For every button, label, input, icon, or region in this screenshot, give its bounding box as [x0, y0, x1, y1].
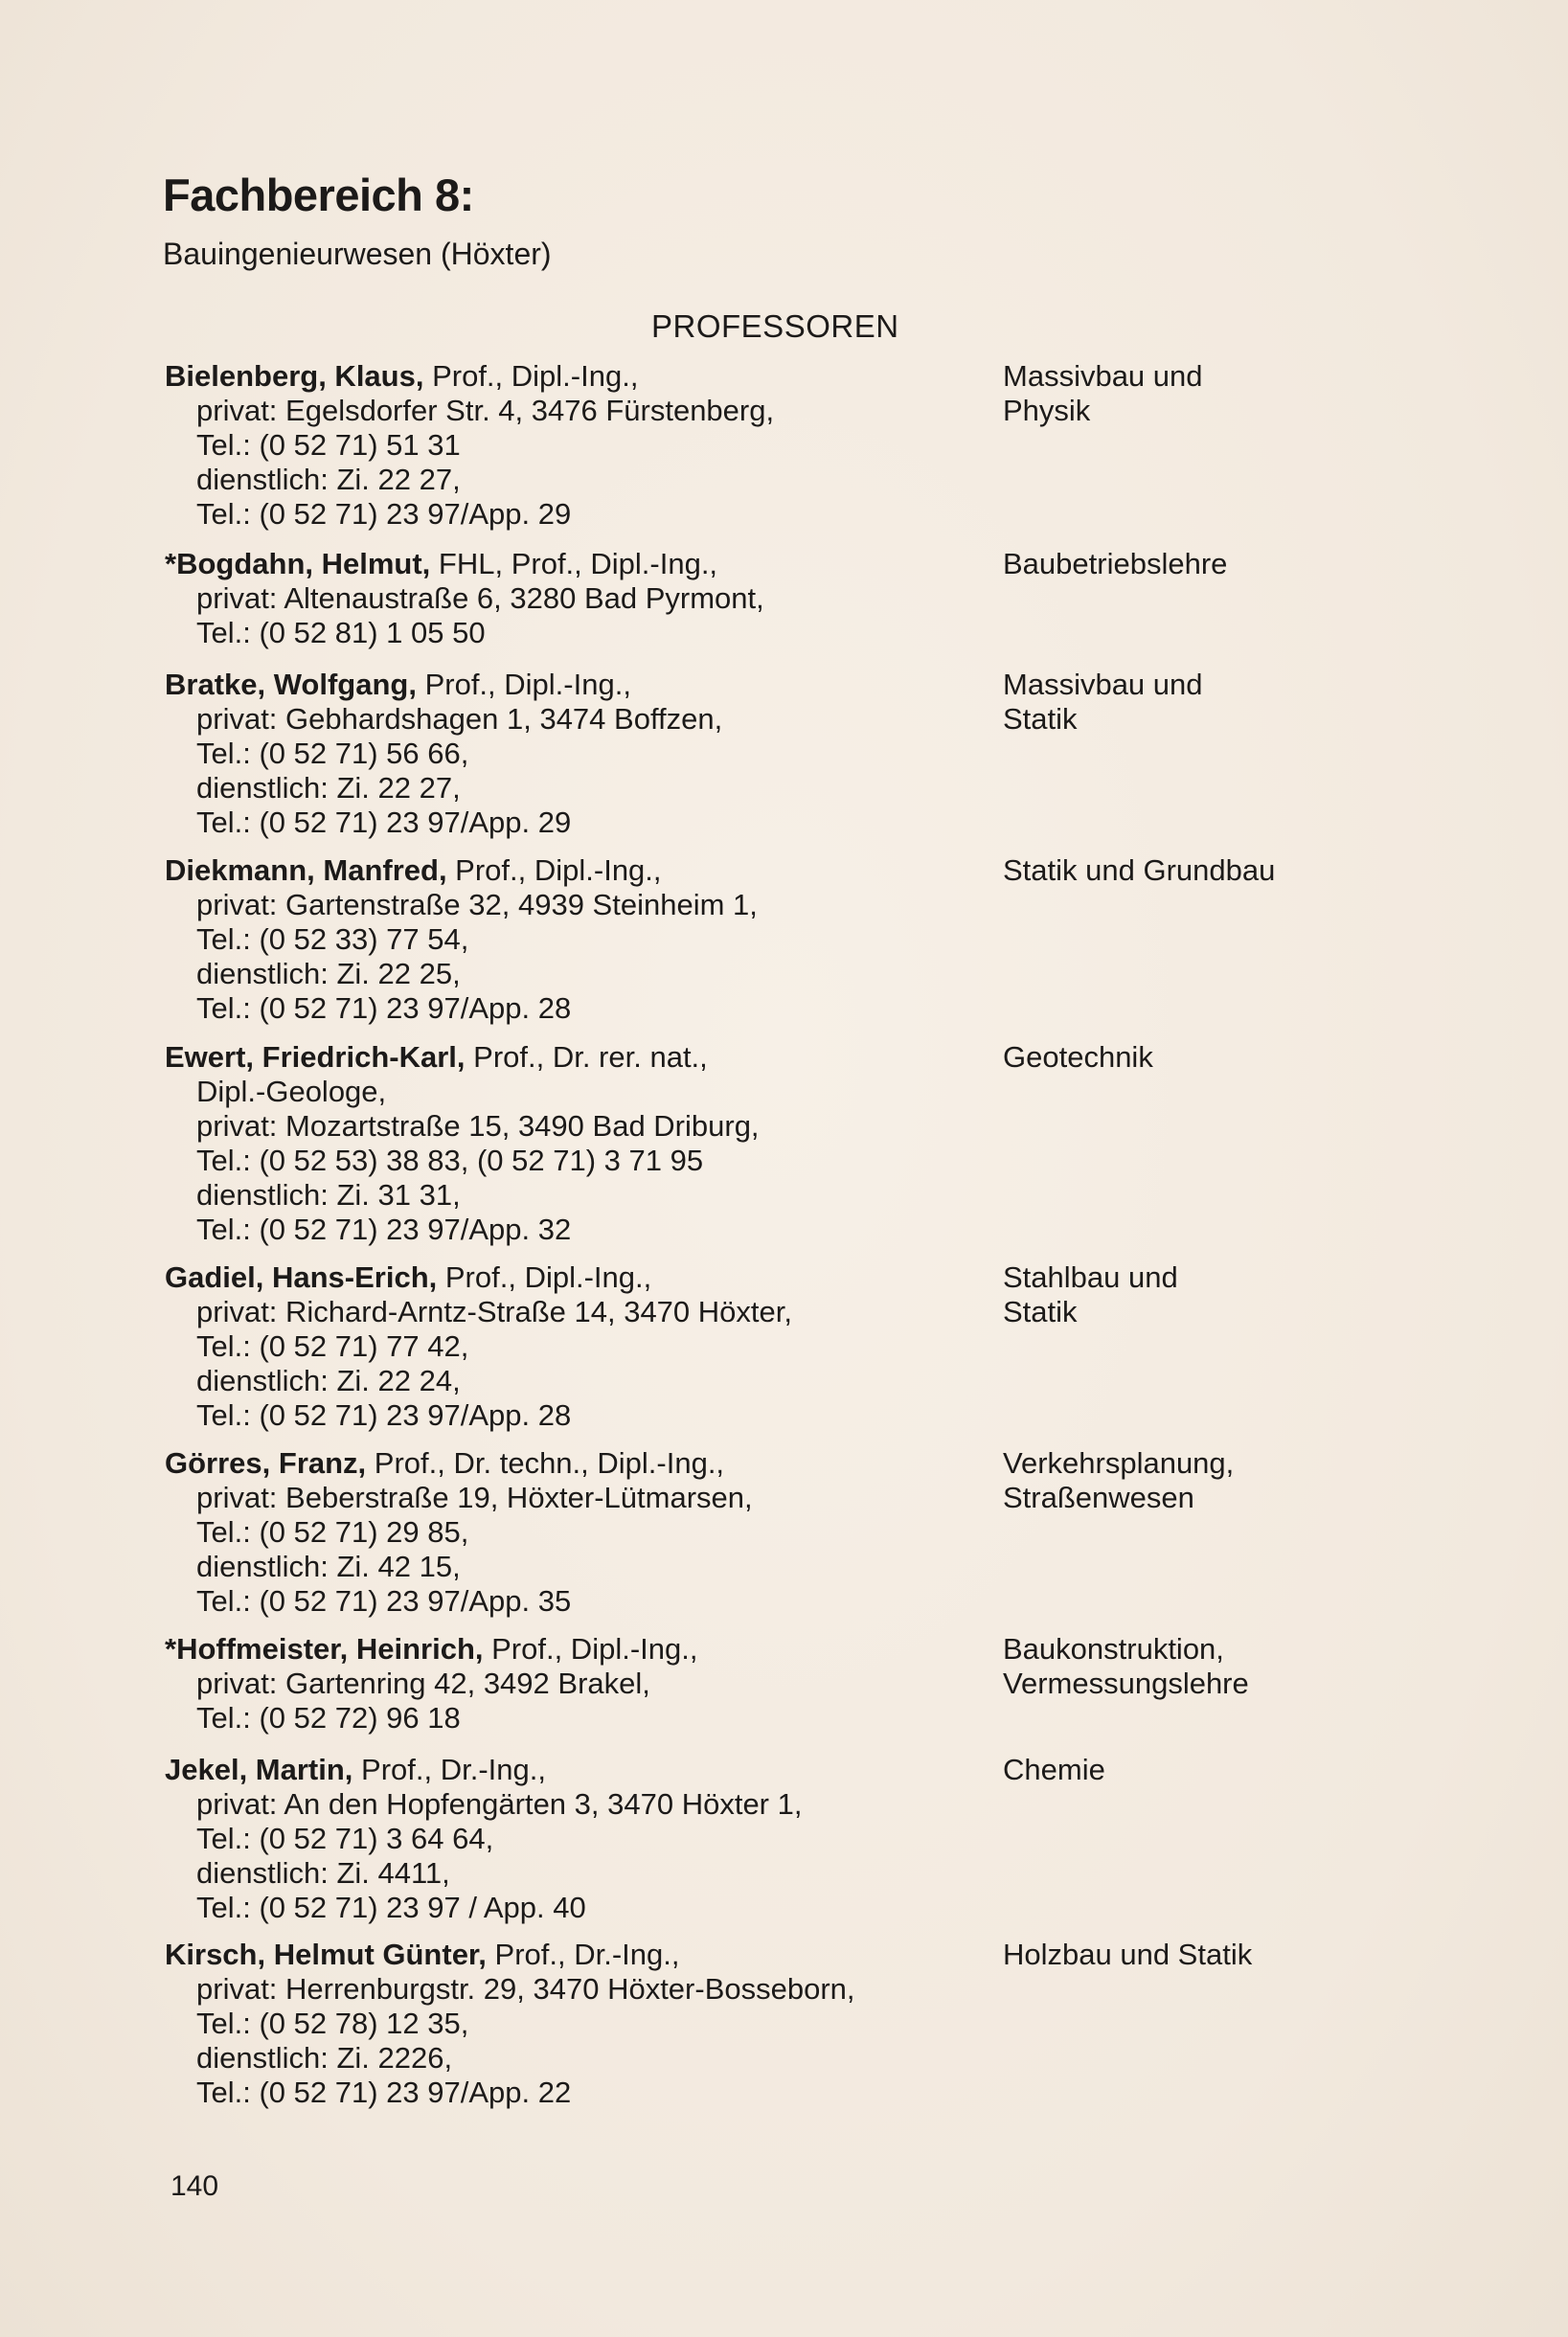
professor-details	[165, 1938, 989, 2110]
professor-details	[165, 1260, 989, 1433]
contact-line: Tel.: (0 52 71) 23 97/App. 28	[196, 1398, 572, 1432]
professor-heading-line	[165, 1040, 989, 1075]
contact-line: Tel.: (0 52 71) 23 97 / App. 40	[196, 1891, 586, 1924]
subject-area	[1003, 668, 1424, 737]
subject-line: Statik und Grundbau	[1003, 853, 1276, 887]
professor-title: Prof., Dr.-Ing.,	[352, 1753, 546, 1786]
contact-line: Tel.: (0 52 81) 1 05 50	[196, 616, 486, 649]
subject-line: Statik	[1003, 1295, 1078, 1328]
professor-heading-line	[165, 1753, 989, 1787]
professor-details	[165, 1753, 989, 1925]
professor-title: Prof., Dipl.-Ing.,	[416, 668, 631, 701]
contact-line: Tel.: (0 52 78) 12 35,	[196, 2007, 469, 2040]
contact-line: privat: Gebhardshagen 1, 3474 Boffzen,	[196, 702, 723, 736]
contact-line: privat: An den Hopfengärten 3, 3470 Höxter 1,	[196, 1787, 803, 1821]
section-title: PROFESSOREN	[651, 308, 899, 344]
contact-line: Tel.: (0 52 71) 23 97/App. 29	[196, 805, 572, 839]
subject-area	[1003, 1446, 1424, 1515]
contact-line: dienstlich: Zi. 22 25,	[196, 957, 461, 990]
professor-title: Prof., Dipl.-Ing.,	[483, 1632, 698, 1666]
professor-heading-line	[165, 547, 989, 581]
subject-line: Massivbau und	[1003, 359, 1203, 393]
contact-line: privat: Altenaustraße 6, 3280 Bad Pyrmont,	[196, 581, 764, 615]
subject-line: Baukonstruktion,	[1003, 1632, 1224, 1666]
subject-line: Straßenwesen	[1003, 1481, 1194, 1514]
professor-heading-line	[165, 1938, 989, 1972]
contact-line: Tel.: (0 52 71) 29 85,	[196, 1515, 469, 1549]
contact-line: Tel.: (0 52 72) 96 18	[196, 1701, 461, 1735]
contact-line: Dipl.-Geologe,	[196, 1075, 387, 1108]
contact-line: privat: Herrenburgstr. 29, 3470 Höxter-Bosseborn,	[196, 1972, 855, 2006]
professor-details	[165, 1040, 989, 1247]
contact-line: Tel.: (0 52 53) 38 83, (0 52 71) 3 71 95	[196, 1144, 704, 1177]
subject-line: Vermessungslehre	[1003, 1667, 1249, 1700]
page-number: 140	[170, 2170, 219, 2202]
subject-area	[1003, 1938, 1424, 1972]
professor-heading-line	[165, 1632, 989, 1667]
professor-title: Prof., Dipl.-Ing.,	[437, 1260, 652, 1294]
professor-name: Bratke, Wolfgang,	[165, 668, 417, 701]
faculty-subheading: Bauingenieurwesen (Höxter)	[163, 237, 552, 271]
contact-line: dienstlich: Zi. 42 15,	[196, 1550, 461, 1583]
contact-line: privat: Beberstraße 19, Höxter-Lütmarsen,	[196, 1481, 753, 1514]
professor-name: Diekmann, Manfred,	[165, 853, 447, 887]
contact-line: privat: Richard-Arntz-Straße 14, 3470 Höxter,	[196, 1295, 792, 1328]
professor-name: Gadiel, Hans-Erich,	[165, 1260, 438, 1294]
professor-details	[165, 853, 989, 1026]
subject-area	[1003, 1632, 1424, 1701]
professor-title: FHL, Prof., Dipl.-Ing.,	[430, 547, 718, 580]
professor-details	[165, 668, 989, 840]
contact-line: Tel.: (0 52 71) 23 97/App. 28	[196, 991, 572, 1025]
contact-line: Tel.: (0 52 71) 23 97/App. 32	[196, 1213, 572, 1246]
subject-line: Statik	[1003, 702, 1078, 736]
subject-line: Massivbau und	[1003, 668, 1203, 701]
professor-heading-line	[165, 853, 989, 888]
subject-line: Holzbau und Statik	[1003, 1938, 1253, 1971]
subject-area	[1003, 547, 1424, 581]
subject-line: Chemie	[1003, 1753, 1105, 1786]
contact-line: privat: Gartenstraße 32, 4939 Steinheim 1,	[196, 888, 758, 921]
contact-line: privat: Egelsdorfer Str. 4, 3476 Fürstenberg,	[196, 394, 775, 427]
professor-title: Prof., Dipl.-Ing.,	[423, 359, 639, 393]
contact-line: Tel.: (0 52 71) 23 97/App. 29	[196, 497, 572, 531]
subject-line: Geotechnik	[1003, 1040, 1153, 1074]
marker-asterisk: *	[165, 1632, 177, 1666]
professor-name: Görres, Franz,	[165, 1446, 367, 1480]
contact-line: dienstlich: Zi. 22 27,	[196, 463, 461, 496]
subject-area	[1003, 1753, 1424, 1787]
contact-line: dienstlich: Zi. 22 27,	[196, 771, 461, 805]
contact-line: Tel.: (0 52 71) 3 64 64,	[196, 1822, 494, 1855]
contact-line: Tel.: (0 52 71) 23 97/App. 35	[196, 1584, 572, 1618]
contact-line: Tel.: (0 52 71) 77 42,	[196, 1329, 469, 1363]
professor-details	[165, 547, 989, 650]
professor-name: Hoffmeister, Heinrich,	[176, 1632, 484, 1666]
professor-details	[165, 359, 989, 532]
professor-heading-line	[165, 668, 989, 702]
professor-name: Ewert, Friedrich-Karl,	[165, 1040, 466, 1074]
contact-line: dienstlich: Zi. 2226,	[196, 2041, 453, 2075]
professor-name: Kirsch, Helmut Günter,	[165, 1938, 487, 1971]
professor-title: Prof., Dr. rer. nat.,	[465, 1040, 708, 1074]
professor-heading-line	[165, 1446, 989, 1481]
subject-area	[1003, 359, 1424, 428]
contact-line: Tel.: (0 52 71) 56 66,	[196, 737, 469, 770]
contact-line: privat: Gartenring 42, 3492 Brakel,	[196, 1667, 650, 1700]
subject-area	[1003, 1260, 1424, 1329]
professor-heading-line	[165, 1260, 989, 1295]
professor-details	[165, 1632, 989, 1736]
marker-asterisk: *	[165, 547, 177, 580]
contact-line: Tel.: (0 52 71) 23 97/App. 22	[196, 2076, 572, 2109]
contact-line: dienstlich: Zi. 31 31,	[196, 1178, 461, 1212]
subject-line: Physik	[1003, 394, 1091, 427]
professor-details	[165, 1446, 989, 1619]
professor-title: Prof., Dr.-Ing.,	[486, 1938, 680, 1971]
professor-title: Prof., Dr. techn., Dipl.-Ing.,	[366, 1446, 725, 1480]
professor-name: Jekel, Martin,	[165, 1753, 353, 1786]
subject-area	[1003, 1040, 1424, 1075]
contact-line: dienstlich: Zi. 4411,	[196, 1856, 450, 1890]
professor-name: Bogdahn, Helmut,	[176, 547, 431, 580]
professor-name: Bielenberg, Klaus,	[165, 359, 424, 393]
subject-line: Stahlbau und	[1003, 1260, 1178, 1294]
subject-line: Baubetriebslehre	[1003, 547, 1228, 580]
professor-title: Prof., Dipl.-Ing.,	[446, 853, 662, 887]
contact-line: dienstlich: Zi. 22 24,	[196, 1364, 461, 1397]
contact-line: Tel.: (0 52 33) 77 54,	[196, 922, 469, 956]
subject-line: Verkehrsplanung,	[1003, 1446, 1235, 1480]
contact-line: privat: Mozartstraße 15, 3490 Bad Driburg,	[196, 1109, 760, 1143]
professor-heading-line	[165, 359, 989, 394]
contact-line: Tel.: (0 52 71) 51 31	[196, 428, 461, 462]
subject-area	[1003, 853, 1424, 888]
faculty-heading: Fachbereich 8:	[163, 170, 474, 220]
